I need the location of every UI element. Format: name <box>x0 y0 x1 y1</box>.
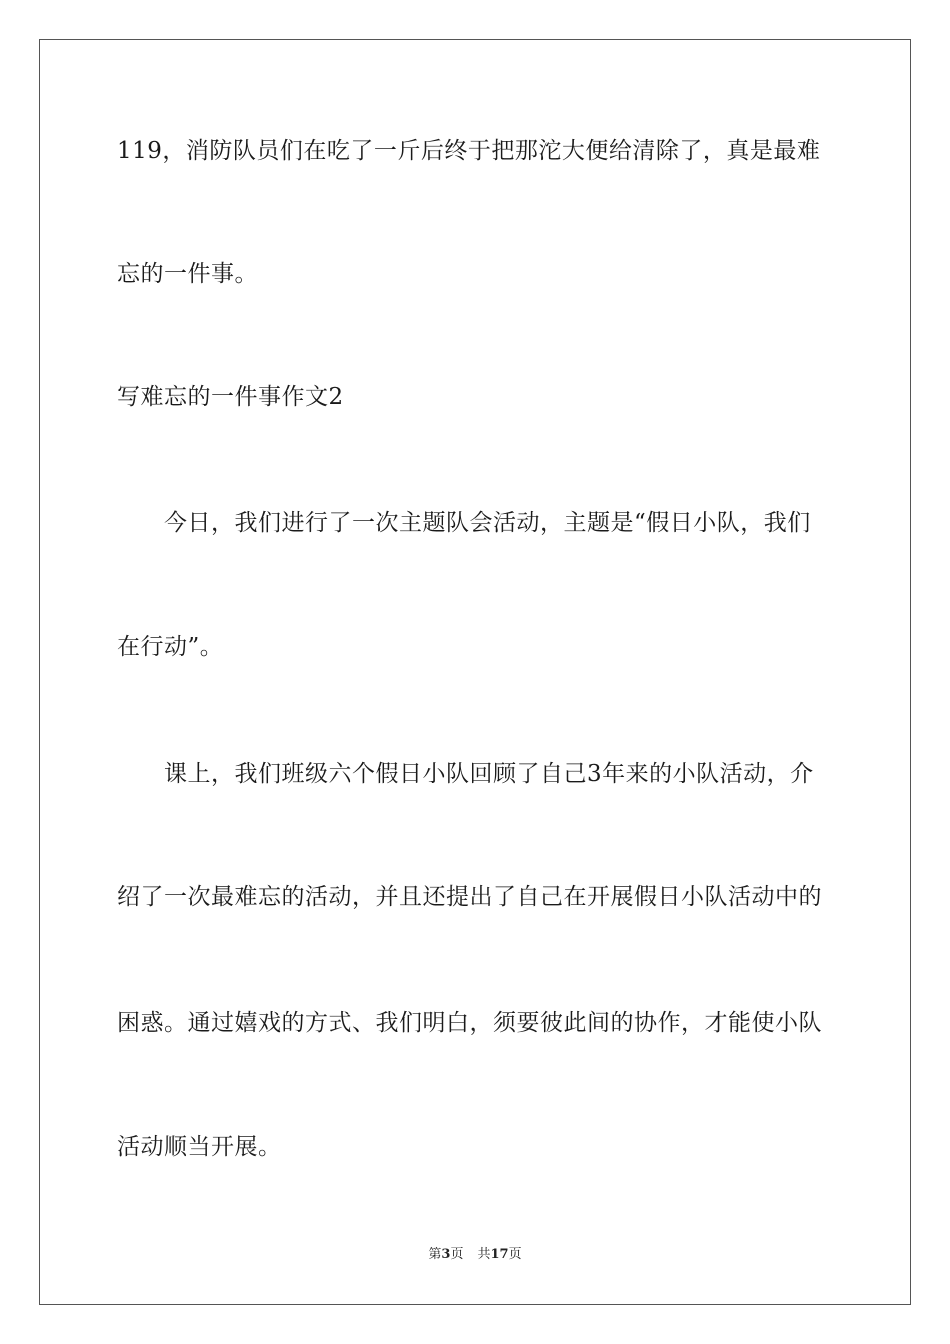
body-line-2: 忘的一件事。 <box>117 261 258 287</box>
paragraph-2-line-1: 课上，我们班级六个假日小队回顾了自己3年来的小队活动，介 <box>164 761 814 787</box>
total-pages: 17 <box>490 1247 509 1262</box>
paragraph-2-line-4: 活动顺当开展。 <box>117 1134 282 1160</box>
total-label-suffix: 页 <box>508 1247 522 1262</box>
page-footer <box>0 1246 950 1264</box>
body-line-1: 119，消防队员们在吃了一斤后终于把那沱大便给清除了，真是最难 <box>117 138 821 164</box>
page-border <box>39 39 911 1305</box>
paragraph-2-line-3: 困惑。通过嬉戏的方式、我们明白，须要彼此间的协作，才能使小队 <box>117 1010 822 1036</box>
paragraph-2-line-2: 绍了一次最难忘的活动，并且还提出了自己在开展假日小队活动中的 <box>117 884 822 910</box>
paragraph-1-line-1: 今日，我们进行了一次主题队会活动，主题是“假日小队，我们 <box>164 510 811 536</box>
page-label-suffix: 页 <box>450 1247 464 1262</box>
paragraph-1-line-2: 在行动”。 <box>117 634 224 660</box>
total-label-prefix: 共 <box>477 1247 491 1262</box>
page-number: 3 <box>441 1247 451 1262</box>
page-label-prefix: 第 <box>428 1247 442 1262</box>
section-heading: 写难忘的一件事作文2 <box>117 384 344 410</box>
